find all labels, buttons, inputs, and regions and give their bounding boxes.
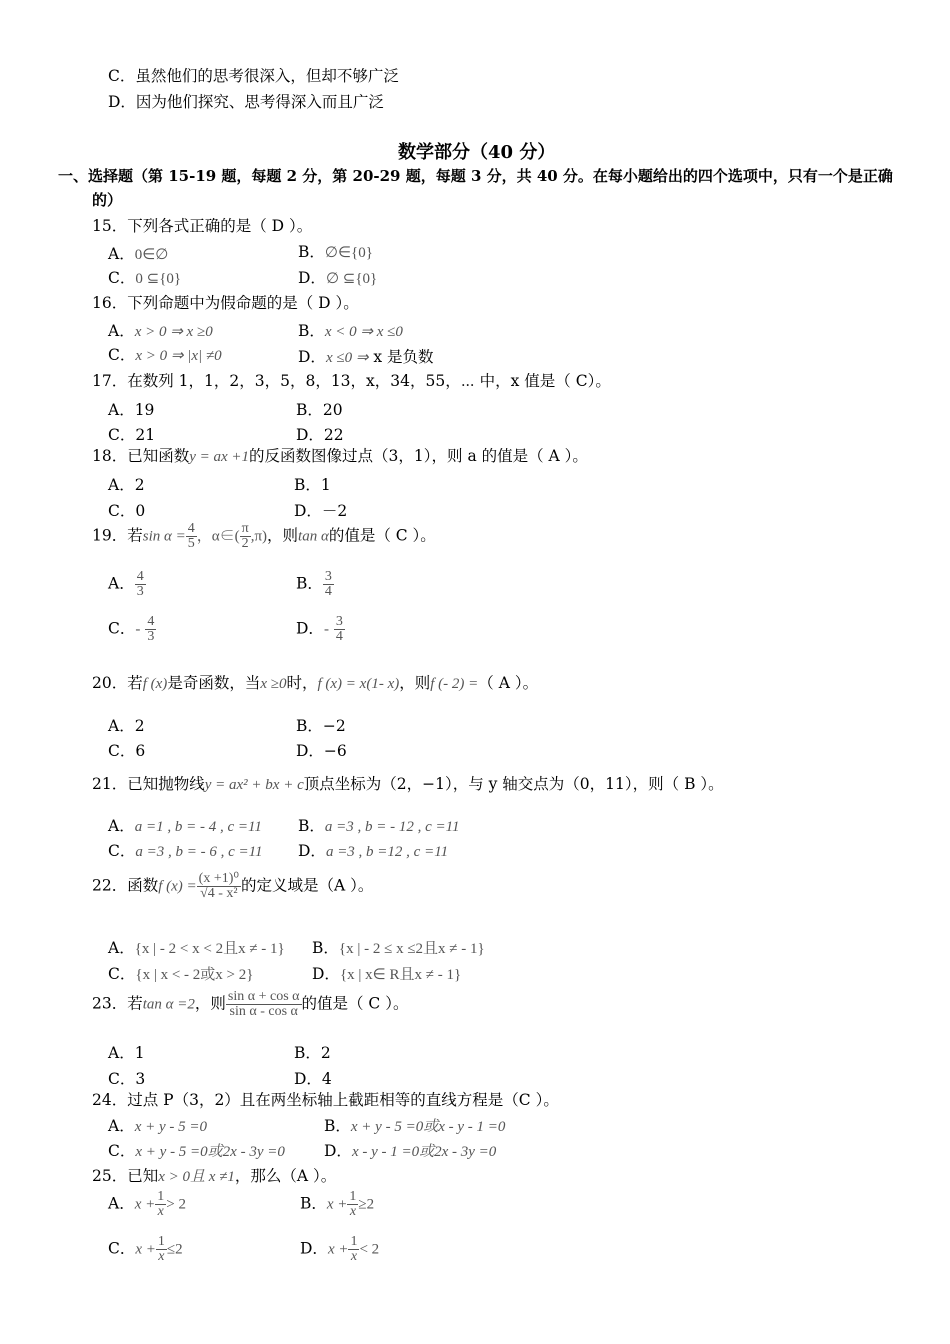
q17-option-a: A．19 bbox=[108, 401, 155, 419]
fraction: $\frac{\text{sin α + cos α}}{\text{sin α - cos α}}$ bbox=[227, 989, 300, 1019]
q25-option-b: B．x + $\frac{1}{x}$ ≥2 bbox=[300, 1189, 375, 1219]
question-15-stem: 15．下列各式正确的是（ D ）。 bbox=[92, 217, 313, 235]
prev-option-d: D．因为他们探究、思考得深入而且广泛 bbox=[108, 93, 384, 111]
q20-option-c: C．6 bbox=[108, 742, 146, 760]
question-19-stem: 19．若sin α = $\frac{4}{5}$ ，α∈( $\frac{\pi}{2}$ ,π)，则tan α的值是（ C ）。 bbox=[92, 521, 436, 551]
q21-option-a: A．a =1 , b = - 4 , c =11 bbox=[108, 817, 262, 835]
q24-option-a: A．x + y - 5 =0 bbox=[108, 1117, 208, 1135]
fraction: $\frac{\pi}{2}$ bbox=[241, 521, 249, 551]
q19-option-d: D．- $\frac{3}{4}$ bbox=[296, 614, 343, 644]
q24-option-d: D．x - y - 1 =0或2x - 3y =0 bbox=[324, 1142, 497, 1160]
q17-option-b: B．20 bbox=[296, 401, 343, 419]
question-18-stem: 18．已知函数y = ax +1的反函数图像过点（3，1），则 a 的值是（ A ）。 bbox=[92, 447, 588, 465]
question-21-stem: 21．已知抛物线y = ax² + bx + c顶点坐标为（2，−1），与 y 轴交点为（0，11），则（ B ）。 bbox=[92, 775, 724, 793]
q16-option-a: A．x > 0 ⇒ x ≥0 bbox=[108, 322, 213, 340]
q25-option-d: D．x + $\frac{1}{x}$ < 2 bbox=[300, 1234, 380, 1264]
section-title: 数学部分（40 分） bbox=[398, 142, 556, 163]
q20-option-d: D．−6 bbox=[296, 742, 347, 760]
question-16-stem: 16．下列命题中为假命题的是（ D ）。 bbox=[92, 294, 359, 312]
section-heading-line1: 一、选择题（第 15-19 题，每题 2 分，第 20-29 题，每题 3 分，共 40 分。在每小题给出的四个选项中，只有一个是正确 bbox=[58, 167, 893, 185]
q15-option-c: C．0 ⊆{0} bbox=[108, 269, 182, 287]
q15-option-b: B．∅∈{0} bbox=[298, 243, 373, 261]
q20-option-b: B．−2 bbox=[296, 717, 346, 735]
q19-option-c: C．- $\frac{4}{3}$ bbox=[108, 614, 155, 644]
q22-option-b: B．{x | - 2 ≤ x ≤2且x ≠ - 1} bbox=[312, 939, 485, 957]
q17-option-d: D．22 bbox=[296, 426, 344, 444]
q21-option-b: B．a =3 , b = - 12 , c =11 bbox=[298, 817, 460, 835]
question-25-stem: 25．已知x > 0且 x ≠1，那么（A ）。 bbox=[92, 1167, 337, 1185]
q19-option-b: B． $\frac{3}{4}$ bbox=[296, 569, 332, 599]
q18-option-b: B．1 bbox=[294, 476, 331, 494]
question-22-stem: 22．函数f (x) = $\frac{\text{(x +1)⁰}}{\text{√4 - x²}}$ 的定义域是（A ）。 bbox=[92, 871, 374, 901]
question-20-stem: 20．若f (x)是奇函数，当x ≥0时，f (x) = x(1- x)，则f (- 2) =（ A ）。 bbox=[92, 674, 539, 692]
question-24-stem: 24．过点 P（3，2）且在两坐标轴上截距相等的直线方程是（C ）。 bbox=[92, 1091, 559, 1109]
q16-option-d: D．x ≤0 ⇒ x 是负数 bbox=[298, 348, 434, 366]
q22-option-c: C．{x | x < - 2或x > 2} bbox=[108, 965, 254, 983]
q16-option-c: C．x > 0 ⇒ |x| ≠0 bbox=[108, 346, 222, 364]
q18-option-d: D．－2 bbox=[294, 502, 348, 520]
question-23-stem: 23．若tan α =2，则 $\frac{\text{sin α + cos α}}{\text{sin α - cos α}}$ 的值是（ C ）。 bbox=[92, 989, 409, 1019]
fraction: $\frac{4}{5}$ bbox=[187, 521, 195, 551]
q21-option-c: C．a =3 , b = - 6 , c =11 bbox=[108, 842, 263, 860]
fraction: $\frac{\text{(x +1)⁰}}{\text{√4 - x²}}$ bbox=[198, 871, 240, 901]
q22-option-a: A．{x | - 2 < x < 2且x ≠ - 1} bbox=[108, 939, 285, 957]
section-heading-line2: 的） bbox=[92, 191, 123, 209]
q15-option-a: A．0∈∅ bbox=[108, 245, 169, 263]
q23-option-c: C．3 bbox=[108, 1070, 146, 1088]
q18-option-c: C．0 bbox=[108, 502, 146, 520]
q21-option-d: D．a =3 , b =12 , c =11 bbox=[298, 842, 449, 860]
q19-option-a: A． $\frac{4}{3}$ bbox=[108, 569, 144, 599]
prev-option-c: C．虽然他们的思考很深入，但却不够广泛 bbox=[108, 67, 399, 85]
q25-option-a: A．x + $\frac{1}{x}$ > 2 bbox=[108, 1189, 186, 1219]
q24-option-b: B．x + y - 5 =0或x - y - 1 =0 bbox=[324, 1117, 506, 1135]
q18-option-a: A．2 bbox=[108, 476, 145, 494]
q23-option-b: B．2 bbox=[294, 1044, 331, 1062]
q15-option-d: D．∅ ⊆{0} bbox=[298, 269, 378, 287]
q23-option-d: D．4 bbox=[294, 1070, 332, 1088]
q22-option-d: D．{x | x∈ R且x ≠ - 1} bbox=[312, 965, 462, 983]
q16-option-b: B．x < 0 ⇒ x ≤0 bbox=[298, 322, 403, 340]
question-17-stem: 17．在数列 1，1，2，3，5，8，13，x，34，55，⋯ 中，x 值是（ C）。 bbox=[92, 372, 611, 390]
q20-option-a: A．2 bbox=[108, 717, 145, 735]
q24-option-c: C．x + y - 5 =0或2x - 3y =0 bbox=[108, 1142, 285, 1160]
q23-option-a: A．1 bbox=[108, 1044, 145, 1062]
q17-option-c: C．21 bbox=[108, 426, 156, 444]
q25-option-c: C．x + $\frac{1}{x}$ ≤2 bbox=[108, 1234, 183, 1264]
